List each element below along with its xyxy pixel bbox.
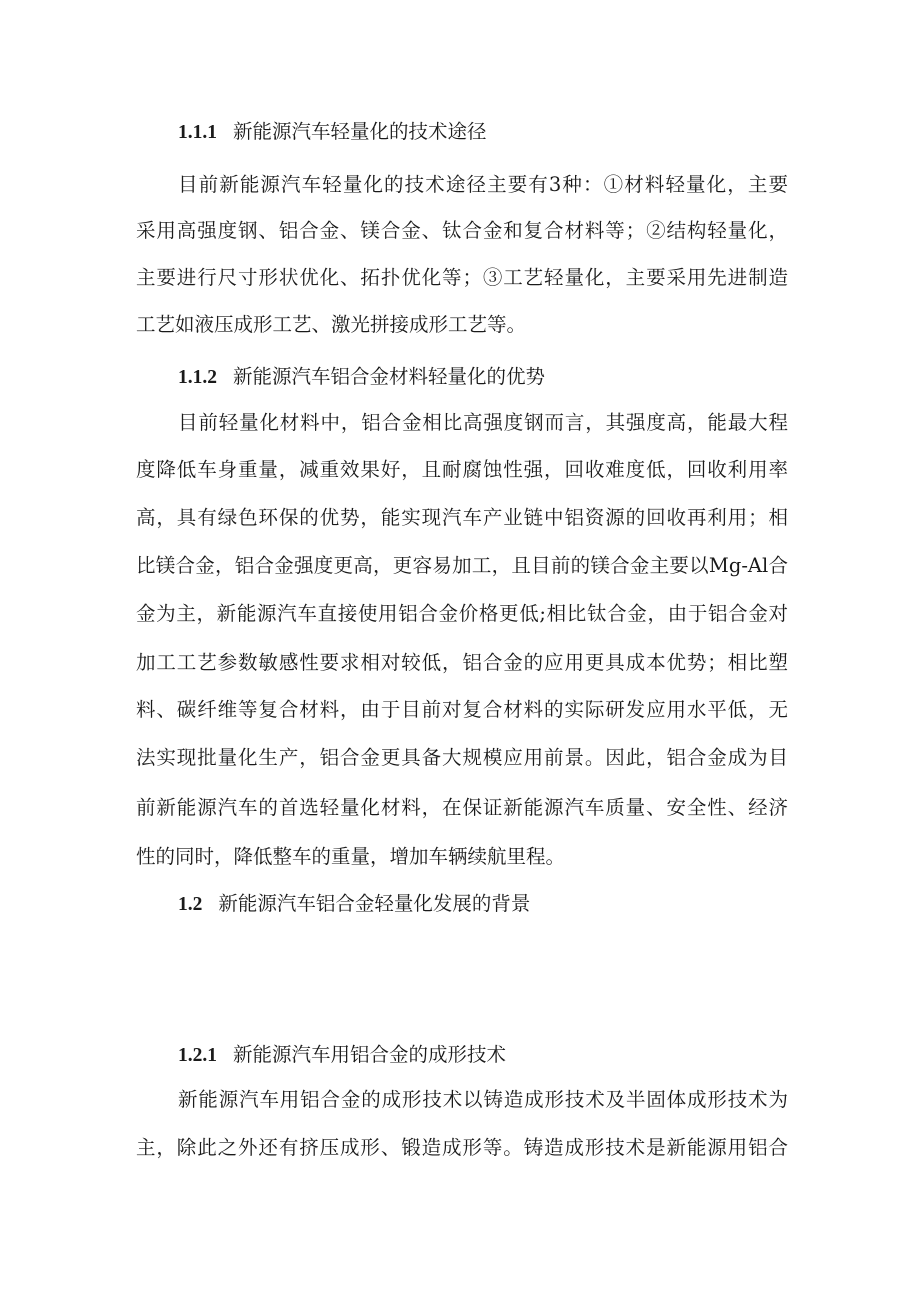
paragraph-line: 目前新能源汽车轻量化的技术途径主要有3种：①材料轻量化，主要 <box>178 173 788 196</box>
paragraph-line: 采用高强度钢、铝合金、镁合金、钛合金和复合材料等；②结构轻量化， <box>136 219 788 242</box>
section-title: 新能源汽车铝合金材料轻量化的优势 <box>233 365 546 388</box>
paragraph-line: 前新能源汽车的首选轻量化材料，在保证新能源汽车质量、安全性、经济 <box>136 796 788 819</box>
paragraph-line: 法实现批量化生产，铝合金更具备大规模应用前景。因此，铝合金成为目 <box>136 746 788 769</box>
section-title: 新能源汽车用铝合金的成形技术 <box>233 1043 507 1066</box>
paragraph-line: 目前轻量化材料中，铝合金相比高强度钢而言，其强度高，能最大程 <box>178 411 788 434</box>
paragraph-line: 高，具有绿色环保的优势，能实现汽车产业链中铝资源的回收再利用；相 <box>136 506 788 529</box>
section-number: 1.1.2 <box>178 367 217 388</box>
section-title: 新能源汽车铝合金轻量化发展的背景 <box>218 892 531 915</box>
section-heading-1-1-2 <box>178 364 545 391</box>
paragraph-line: 料、碳纤维等复合材料，由于目前对复合材料的实际研发应用水平低，无 <box>136 698 788 721</box>
paragraph-line: 性的同时，降低整车的重量，增加车辆续航里程。 <box>136 845 566 868</box>
section-number: 1.2.1 <box>178 1045 217 1066</box>
paragraph-line: 加工工艺参数敏感性要求相对较低，铝合金的应用更具成本优势；相比塑 <box>136 651 788 674</box>
paragraph-line: 金为主，新能源汽车直接使用铝合金价格更低;相比钛合金，由于铝合金对 <box>136 602 788 625</box>
section-title: 新能源汽车轻量化的技术途径 <box>233 120 487 143</box>
paragraph-line: 度降低车身重量，减重效果好，且耐腐蚀性强，回收难度低，回收利用率 <box>136 458 788 481</box>
section-heading-1-2-1 <box>178 1042 506 1069</box>
paragraph-line: 主，除此之外还有挤压成形、锻造成形等。铸造成形技术是新能源用铝合 <box>136 1136 788 1159</box>
section-heading-1-2 <box>178 891 530 918</box>
section-heading-1-1-1 <box>178 119 487 146</box>
section-number: 1.2 <box>178 894 203 915</box>
paragraph-line: 工艺如液压成形工艺、激光拼接成形工艺等。 <box>136 313 527 336</box>
paragraph-line: 新能源汽车用铝合金的成形技术以铸造成形技术及半固体成形技术为 <box>178 1088 788 1111</box>
paragraph-line: 比镁合金，铝合金强度更高，更容易加工，且目前的镁合金主要以Mg-Al合 <box>136 554 788 577</box>
section-number: 1.1.1 <box>178 122 217 143</box>
paragraph-line: 主要进行尺寸形状优化、拓扑优化等；③工艺轻量化，主要采用先进制造 <box>136 266 788 289</box>
